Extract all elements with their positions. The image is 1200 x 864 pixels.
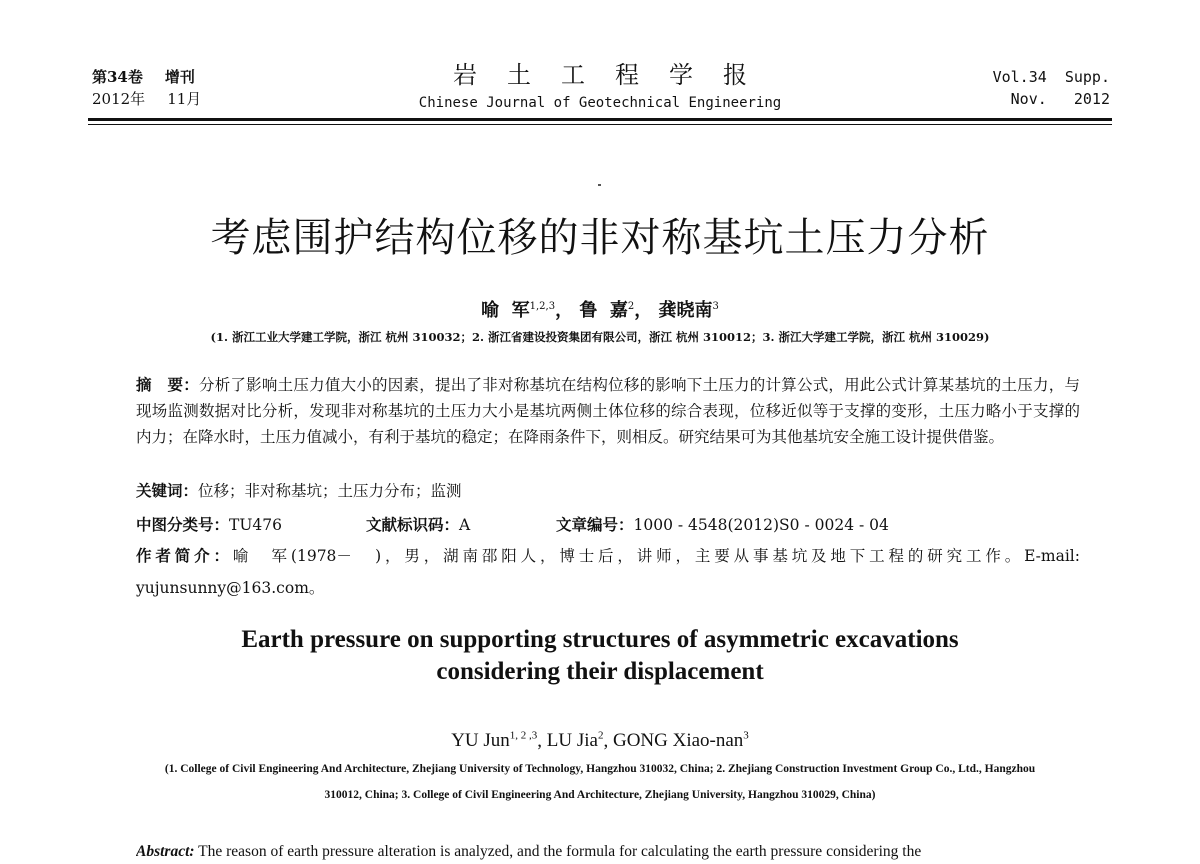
article-number-label: 文章编号： (556, 516, 634, 534)
keywords-cn-label: 关键词： (136, 482, 199, 500)
keywords-cn (136, 478, 1080, 504)
journal-name-en: Chinese Journal of Geotechnical Engineering (418, 95, 782, 111)
authors-en: YU Jun$^{1, 2 ,3}$, LU Jia$^2$, GONG Xiao-nan$^3$ (451, 730, 749, 752)
affiliation-cn: (1. 浙江工业大学建工学院，浙江 杭州 310032；2. 浙江省建设投资集团有限公司，浙江 杭州 310012；3. 浙江大学建工学院，浙江 杭州 310029) (210, 330, 990, 344)
abstract-cn-label: 摘 要： (136, 376, 199, 394)
running-header-right (993, 66, 1110, 110)
volume-cn: 第34卷 (92, 68, 143, 86)
header-rule-thick (88, 118, 1112, 121)
abstract-cn-text: 分析了影响土压力值大小的因素，提出了非对称基坑在结构位移的影响下土压力的计算公式，用此公式计算某基坑的土压力，与现场监测数据对比分析，发现非对称基坑的土压力大小是基坑两侧土体位移的综合表现，位移近似等于支撑的变形，土压力略小于支撑的内力；在降水时，土压力值减小，有利于基坑的稳定；在降雨条件下，则相反。研究结果可为其他基坑安全施工设计提供借鉴。 (136, 376, 1080, 446)
clc-value: TU476 (229, 516, 283, 534)
abstract-en-text: The reason of earth pressure alteration is analyzed, and the formula for calculating the earth pressure considering the (194, 843, 922, 860)
scan-dot (598, 184, 601, 186)
author-en-1: YU Jun$^{1, 2 ,3}$ (451, 730, 538, 752)
title-en (0, 624, 1200, 688)
abstract-en (136, 840, 1080, 864)
title-cn: 考虑围护结构位移的非对称基坑土压力分析 (210, 215, 990, 261)
clc-label: 中图分类号： (136, 516, 230, 534)
issue-cn: 增刊 (164, 68, 195, 86)
article-number-value: 1000 - 4548(2012)S0 - 0024 - 04 (633, 516, 889, 534)
header-rule-thin (88, 124, 1112, 125)
affiliation-en: (1. College of Civil Engineering And Architecture, Zhejiang University of Technology, Hangzhou 310032, China; 2. Zhejiang Construction Investment Group Co., Ltd., Hangzhou 310012, China; 3. College of Civil Engineering And Architecture, Zhejiang University, Hangzhou 310029, China) (164, 763, 1036, 801)
month-cn: 11月 (167, 90, 202, 108)
volume-en: Vol.34 Supp. (992, 68, 1110, 86)
author-cn-1: 喻 军$^{1,2,3}$ (481, 300, 556, 321)
author-bio-text: 喻 军(1978－ )，男，湖南邵阳人，博士后，讲师，主要从事基坑及地下工程的研究工作。E-mail: yujunsunny@163.com。 (136, 547, 1080, 597)
authors-cn: 喻 军$^{1,2,3}$， 鲁 嘉$^2$， 龚晓南$^3$ (481, 300, 719, 321)
author-en-3: GONG Xiao-nan$^3$ (612, 730, 749, 752)
author-cn-3: 龚晓南$^3$ (658, 300, 719, 321)
abstract-cn (136, 372, 1080, 450)
title-en-line-2: considering their displacement (436, 658, 764, 685)
author-cn-2: 鲁 嘉$^2$ (579, 300, 635, 321)
date-en: Nov. 2012 (1010, 90, 1110, 108)
author-bio (136, 540, 1080, 604)
keywords-cn-text: 位移；非对称基坑；土压力分布；监测 (198, 482, 462, 500)
doc-code-label: 文献标识码： (366, 516, 460, 534)
year-cn: 2012年 (92, 90, 146, 108)
abstract-en-label: Abstract: (136, 843, 195, 860)
author-bio-label: 作者简介： (136, 547, 233, 565)
author-en-2: LU Jia$^2$ (546, 730, 604, 752)
classification-row (136, 512, 889, 538)
journal-name-cn: 岩土工程学报 (453, 61, 777, 89)
title-en-line-1: Earth pressure on supporting structures of asymmetric excavations (241, 626, 959, 653)
doc-code-value: A (459, 516, 471, 534)
